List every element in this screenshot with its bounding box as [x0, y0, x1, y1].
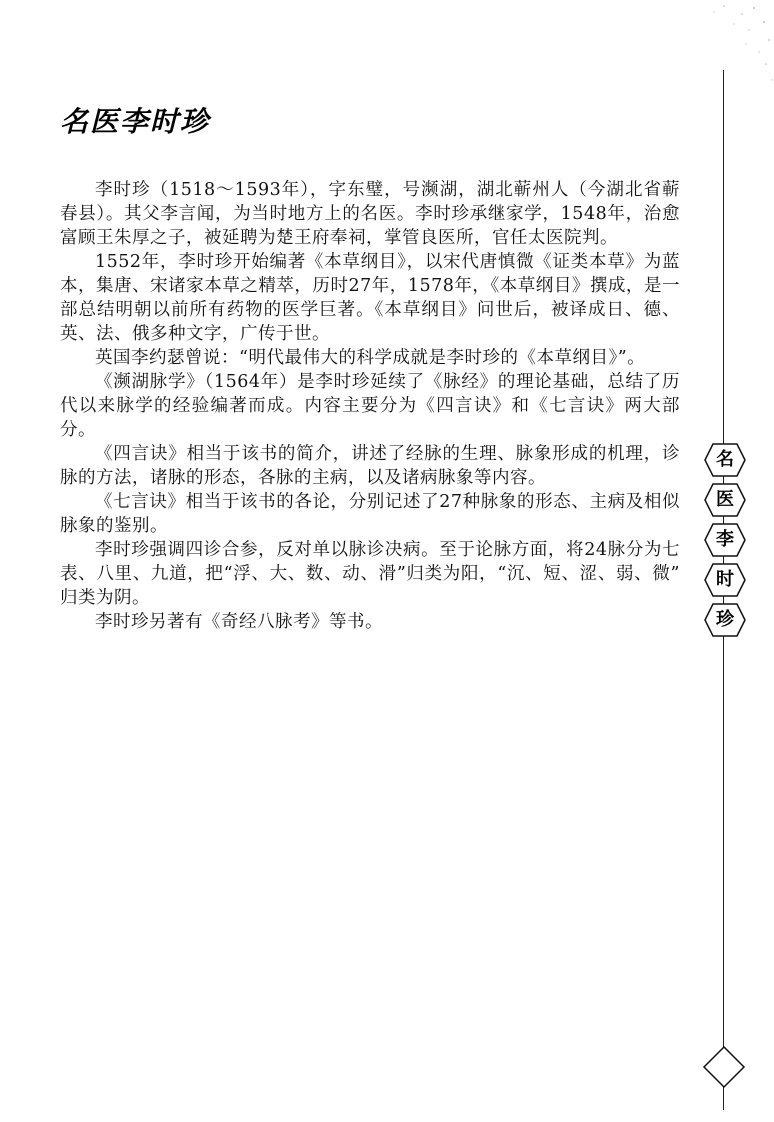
side-index-item	[703, 603, 747, 637]
paragraph: 《四言诀》相当于该书的简介，讲述了经脉的生理、脉象形成的机理，诊脉的方法，诸脉的形态，各脉的主病，以及诸病脉象等内容。	[60, 444, 680, 488]
paragraph: 《七言诀》相当于该书的各论，分别记述了27种脉象的形态、主病及相似脉象的鉴别。	[60, 492, 680, 536]
side-index-label: 李	[716, 529, 734, 550]
article-body	[60, 178, 680, 634]
side-index-item	[703, 523, 747, 557]
paper-texture	[654, 0, 774, 120]
side-index-label: 时	[716, 569, 734, 590]
side-index-item	[703, 443, 747, 477]
paragraph: 英国李约瑟曾说：“明代最伟大的科学成就是李时珍的《本草纲目》”。	[95, 348, 646, 368]
side-index-label: 医	[716, 489, 734, 510]
paragraph: 李时珍（1518～1593年），字东璧，号濒湖，湖北蕲州人（今湖北省蕲春县）。其父李言闻，为当时地方上的名医。李时珍承继家学，1548年，治愈富顾王朱厚之子，被延聘为楚王府奉祠，掌管良医所，官任太医院判。	[60, 180, 680, 248]
paragraph: 李时珍另著有《奇经八脉考》等书。	[95, 612, 383, 632]
side-index-item	[703, 563, 747, 597]
paragraph: 1552年，李时珍开始编著《本草纲目》，以宋代唐慎微《证类本草》为蓝本，集唐、宋诸家本草之精萃，历时27年，1578年，《本草纲目》撰成，是一部总结明朝以前所有药物的医学巨著。《本草纲目》问世后，被译成日、德、英、法、俄多种文字，广传于世。	[60, 252, 680, 344]
side-index-label: 珍	[716, 609, 734, 630]
diamond-ornament-icon	[702, 1045, 746, 1089]
side-index-label: 名	[716, 449, 734, 470]
page-title: 名医李时珍	[60, 105, 211, 138]
side-index-item	[703, 483, 747, 517]
paragraph: 《濒湖脉学》（1564年）是李时珍延续了《脉经》的理论基础，总结了历代以来脉学的经验编著而成。内容主要分为《四言诀》和《七言诀》两大部分。	[60, 372, 680, 440]
side-index	[703, 443, 747, 643]
paragraph: 李时珍强调四诊合参，反对单以脉诊决病。至于论脉方面，将24脉分为七表、八里、九道，把“浮、大、数、动、滑”归类为阳，“沉、短、涩、弱、微” 归类为阴。	[60, 540, 680, 608]
